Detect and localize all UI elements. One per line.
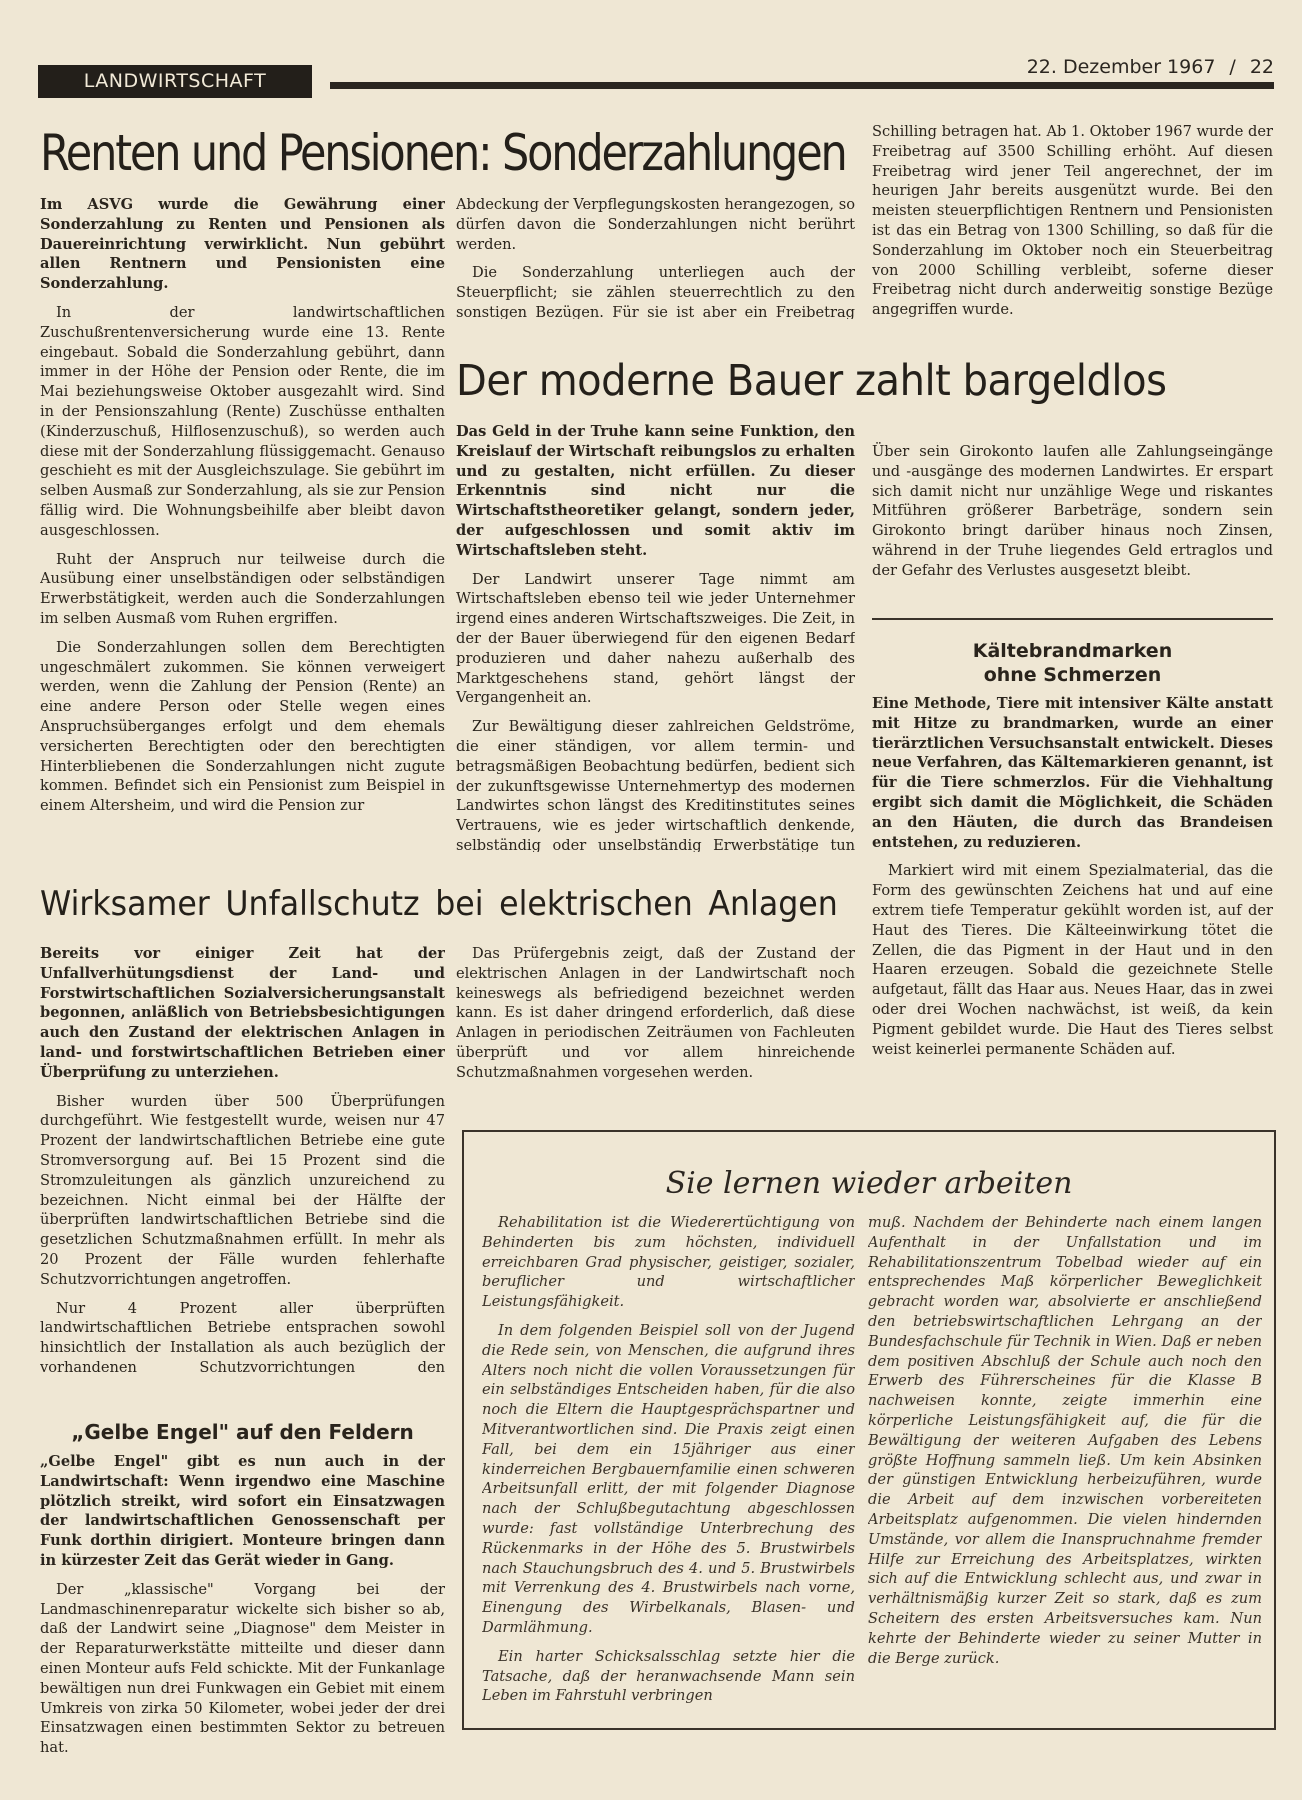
headline-text: Kältebrandmarken ohne Schmerzen — [972, 640, 1173, 686]
article-renten-col2 — [456, 195, 855, 319]
boxed-article-col1 — [482, 1213, 855, 1721]
issue-date: 22. Dezember 1967 — [1026, 56, 1216, 78]
separator: / — [1229, 56, 1236, 78]
paragraph: Zur Bewältigung dieser zahlreichen Geldströme, die einer ständigen, vor allem termin- und betragsmäßigen Beobachtung bedürfen, bedient sich der zukunftsgewisse Unternehmertyp des modernen Landwirtes schon längst des Kreditinstitutes seines Vertrauens, wie es jeder wirtschaftlich denkende, selbständig oder unselbständig Erwerbstätige tun — [456, 718, 855, 852]
article-renten-col3 — [872, 122, 1273, 328]
paragraph: Ruht der Anspruch nur teilweise durch die Ausübung einer unselbständigen oder selbständigen Erwerbstätigkeit, werden auch die Sonderzahlungen im selben Ausmaß vom Ruhen ergriffen. — [40, 550, 445, 627]
article-renten-col1 — [40, 195, 445, 851]
article-gelbe-engel-col1 — [40, 1452, 445, 1764]
paragraph: Abdeckung der Verpflegungskosten herangezogen, so dürfen davon die Sonderzahlungen nicht berührt werden. — [456, 196, 855, 253]
headline-sie-lernen: Sie lernen wieder arbeiten — [665, 1166, 1073, 1201]
header-rule — [330, 82, 1274, 89]
article-bargeldlos-col2 — [456, 422, 855, 852]
boxed-article-col2 — [868, 1213, 1262, 1721]
article-lead: „Gelbe Engel" gibt es nun auch in der Landwirtschaft: Wenn irgendwo eine Maschine plötzlich streikt, wird sofort ein Einsatzwagen der landwirtschaftlichen Genossenschaft per Funk dorthin dirigiert. Monteure bringen dann in kürzester Zeit das Gerät wieder in Gang. — [40, 1453, 445, 1569]
article-bargeldlos-col3 — [872, 442, 1273, 610]
headline-bargeldlos: Der moderne Bauer zahlt bargeldlos — [456, 356, 1167, 406]
paragraph: Schilling betragen hat. Ab 1. Oktober 1967 wurde der Freibetrag auf 3500 Schilling erhöht. Auf diesen Freibetrag wird jener Teil angerechnet, der im heurigen Jahr bereits ausgenützt wurde. Bei den meisten steuerpflichtigen Rentnern und Pensionisten ist das ein Betrag von 1300 Schilling, so daß für die Sonderzahlung im Oktober noch ein Steuerbeitrag von 2000 Schilling verbleibt, soferne dieser Freibetrag nicht durch anderweitig sonstige Bezüge angegriffen wurde. — [872, 123, 1273, 319]
headline-renten: Renten und Pensionen: Sonderzahlungen — [40, 124, 846, 182]
paragraph: Der Landwirt unserer Tage nimmt am Wirtschaftsleben ebenso teil wie jeder Unternehmer irgend eines anderen Wirtschaftszweiges. Die Zeit, in der der Bauer überwiegend für den eigenen Bedarf produzieren und daher nahezu außerhalb des Marktgeschehens stand, gehört längst der Vergangenheit an. — [456, 570, 855, 707]
paragraph: Die Sonderzahlungen sollen dem Berechtigten ungeschmälert zukommen. Sie können verweigert werden, wenn die Zahlung der Pension (Rente) an eine andere Person oder Stelle wegen eines Anspruchsüberganges erfolgt und dem ehemals versicherten Berechtigten oder den berechtigten Hinterbliebenen die Sonderzahlungen nicht zugute kommen. Befindet sich ein Pensionist zum Beispiel in einem Altersheim, und wird die Pension zur — [40, 638, 445, 815]
paragraph: In dem folgenden Beispiel soll von der Jugend die Rede sein, von Menschen, die aufgrund ihres Alters noch nicht die vollen Voraussetzungen für ein selbständiges Entscheiden haben, für die also noch die Eltern die Hauptgesprächspartner und Mitverantwortlichen sind. Die Praxis zeigt einen Fall, bei dem ein 15jähriger aus einer kinderreichen Bergbauernfamilie einen schweren Arbeitsunfall erlitt, der mit folgender Diagnose nach der Schlußbegutachtung abgeschlossen wurde: fast vollständige Unterbrechung des Rückenmarks in der Höhe des 5. Brustwirbels nach Stauchungsbruch des 4. und 5. Brustwirbels mit Verrenkung des 4. Brustwirbels nach vorne, Einengung des Wirbelkanals, Blasen- und Darmlähmung. — [482, 1321, 855, 1636]
paragraph: Bisher wurden über 500 Überprüfungen durchgeführt. Wie festgestellt wurde, weisen nur 47 Prozent der landwirtschaftlichen Betriebe eine gute Stromversorgung auf. Bei 15 Prozent sind die Stromzuleitungen als gänzlich unzureichend zu bezeichnen. Nicht einmal bei der Hälfte der überprüften landwirtschaftlichen Betriebe sind die gesetzlichen Schutzmaßnahmen erfüllt. In mehr als 20 Prozent der Fälle wurden fehlerhafte Schutzvorrichtungen angetroffen. — [40, 1092, 445, 1288]
article-unfallschutz-col2 — [456, 944, 855, 1090]
headline-gelbe-engel: „Gelbe Engel" auf den Feldern — [71, 1420, 414, 1444]
headline-kaeltebrandmarken — [872, 639, 1273, 687]
column-divider — [872, 618, 1273, 620]
article-kaelte-col3 — [872, 694, 1273, 1090]
paragraph: In der landwirtschaftlichen Zuschußrentenversicherung wurde eine 13. Rente eingebaut. Sobald die Sonderzahlung gebührt, dann immer in der Höhe der Pension oder Rente, die im Mai beziehungsweise Oktober ausgezahlt wird. Sind in der Pensionszahlung (Rente) Zuschüsse enthalten (Kinderzuschuß, Hilflosenzuschuß), so werden auch diese mit der Sonderzahlung flüssiggemacht. Genauso geschieht es mit der Ausgleichszulage. Sie gebührt im selben Ausmaß zur Sonderzahlung, als sie zur Pension fällig wird. Die Wohnungsbeihilfe aber bleibt davon ausgeschlossen. — [40, 303, 445, 539]
article-lead: Eine Methode, Tiere mit intensiver Kälte anstatt mit Hitze zu brandmarken, wurde an einer tierärztlichen Versuchsanstalt entwickelt. Dieses neue Verfahren, das Kältemarkieren genannt, ist für die Tiere schmerzlos. Für die Viehhaltung ergibt sich damit die Möglichkeit, die Schäden an den Häuten, die durch das Brandeisen entstehen, zu reduzieren. — [872, 695, 1273, 851]
paragraph: Nur 4 Prozent aller überprüften landwirtschaftlichen Betriebe entsprachen sowohl hinsichtlich der Installation als auch bezüglich der vorhandenen Schutzvorrichtungen den — [40, 1299, 445, 1376]
paragraph: Der „klassische" Vorgang bei der Landmaschinenreparatur wickelte sich bisher so ab, daß der Landwirt seine „Diagnose" dem Meister in der Reparaturwerkstätte mitteilte und dieser dann einen Monteur aufs Feld schickte. Mit der Funkanlage bewältigen nun drei Funkwagen ein Gebiet mit einem Umkreis von zirka 50 Kilometer, wobei jeder der drei Einsatzwagen einen bestimmten Sektor zu betreuen hat. — [40, 1580, 445, 1757]
paragraph: Ein harter Schicksalsschlag setzte hier die Tatsache, daß der heranwachsende Mann sein Leben im Fahrstuhl verbringen — [482, 1647, 855, 1705]
article-lead: Bereits vor einiger Zeit hat der Unfallverhütungsdienst der Land- und Forstwirtschaftlichen Sozialversicherungsanstalt begonnen, anläßlich von Betriebsbesichtigungen auch den Zustand der elektrischen Anlagen in land- und forstwirtschaftlichen Betrieben einer Überprüfung zu unterziehen. — [40, 945, 445, 1081]
section-label: LANDWIRTSCHAFT — [38, 65, 312, 98]
paragraph: Markiert wird mit einem Spezialmaterial, das die Form des gewünschten Zeichens hat und auf eine extrem tiefe Temperatur gekühlt worden ist, auf der Haut des Tieres. Die Kälteeinwirkung tötet die Zellen, die das Pigment in der Haut und in den Haaren erzeugen. Sobald die gezeichnete Stelle aufgetaut, fällt das Haar aus. Neues Haar, das in zwei oder drei Wochen nachwächst, ist weiß, da kein Pigment gebildet wurde. Die Haut des Tieres selbst weist keinerlei permanente Schäden auf. — [872, 862, 1273, 1058]
paragraph: Die Sonderzahlung unterliegen auch der Steuerpflicht; sie zählen steuerrechtlich zu den sonstigen Bezügen. Für sie ist aber ein Freibetrag — [456, 264, 855, 319]
paragraph: Rehabilitation ist die Wiederertüchtigung von Behinderten bis zum höchsten, individuell erreichbaren Grad physischer, geistiger, sozialer, beruflicher und wirtschaftlicher Leistungsfähigkeit. — [482, 1214, 855, 1311]
headline-unfallschutz: Wirksamer Unfallschutz bei elektrischen Anlagen — [40, 884, 838, 924]
paragraph: Das Prüfergebnis zeigt, daß der Zustand der elektrischen Anlagen in der Landwirtschaft noch keineswegs als befriedigend bezeichnet werden kann. Es ist daher dringend erforderlich, daß diese Anlagen in periodischen Zeiträumen von Fachleuten überprüft und vor allem hinreichende Schutzmaßnahmen vorgesehen werden. — [456, 945, 855, 1081]
paragraph: muß. Nachdem der Behinderte nach einem langen Aufenthalt in der Unfallstation und im Rehabilitationszentrum Tobelbad wieder auf ein entsprechendes Maß körperlicher Beweglichkeit gebracht worden war, absolvierte er anschließend den betriebswirtschaftlichen Lehrgang an der Bundesfachschule für Technik in Wien. Daß er neben dem positiven Abschluß der Schule auch noch den Erwerb des Führerscheines für die Klasse B nachweisen konnte, zeigte immerhin eine körperliche Leistungsfähigkeit auf, die für die Bewältigung der weiteren Aufgaben des Lebens größte Hoffnung sammeln ließ. Um kein Absinken der günstigen Entwicklung herbeizuführen, wurde die Arbeit auf dem inzwischen vorbereiteten Arbeitsplatz aufgenommen. Die vielen hindernden Umstände, vor allem die Inanspruchnahme fremder Hilfe zur Erreichung des Arbeitsplatzes, wirkten sich auf die Entwicklung schlecht aus, und zwar in verhältnismäßig kurzer Zeit so stark, daß es zum Scheitern des ersten Arbeitsversuches kam. Nun kehrte der Behinderte wieder zu seiner Mutter in die Berge zurück. — [868, 1214, 1262, 1667]
page-number: 22 — [1249, 56, 1274, 78]
article-lead: Das Geld in der Truhe kann seine Funktion, den Kreislauf der Wirtschaft reibungslos zu erhalten und zu gestalten, nicht erfüllen. Zu dieser Erkenntnis sind nicht nur die Wirtschaftstheoretiker gelangt, sondern jeder, der aufgeschlossen und somit aktiv im Wirtschaftsleben steht. — [456, 423, 855, 559]
article-unfallschutz-col1 — [40, 944, 445, 1380]
paragraph: Über sein Girokonto laufen alle Zahlungseingänge und -ausgänge des modernen Landwirtes. Er erspart sich damit nicht nur unzählige Wege und riskantes Mitführen größerer Barbeträge, sondern sein Girokonto bringt darüber hinaus noch Zinsen, während in der Truhe liegendes Geld ertraglos und der Gefahr des Verlustes ausgesetzt bleibt. — [872, 443, 1273, 579]
issue-date-line — [1027, 56, 1274, 78]
article-lead: Im ASVG wurde die Gewährung einer Sonderzahlung zu Renten und Pensionen als Dauereinrichtung verwirklicht. Nun gebührt allen Rentnern und Pensionisten eine Sonderzahlung. — [40, 196, 445, 293]
